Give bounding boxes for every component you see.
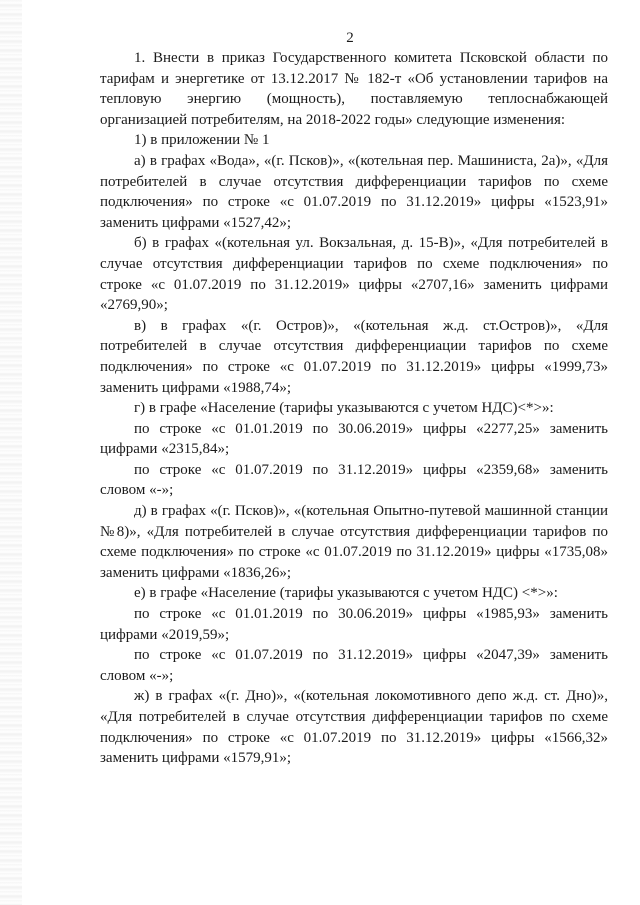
paragraph-item-g-row-1: по строке «с 01.01.2019 по 30.06.2019» цифры «2277,25» заменить цифрами «2315,84»; bbox=[100, 420, 608, 458]
paragraph-item-e-row-2: по строке «с 01.07.2019 по 31.12.2019» цифры «2047,39» заменить словом «-»; bbox=[100, 647, 608, 684]
paragraph-item-g: г) в графе «Население (тарифы указываются с учетом НДС)<*>»: bbox=[134, 400, 554, 417]
document-body bbox=[100, 48, 608, 769]
page-number: 2 bbox=[346, 30, 354, 46]
scan-left-edge bbox=[0, 0, 22, 905]
paragraph-item-d: д) в графах «(г. Псков)», «(котельная Опытно-путевой машинной станции №8)», «Для потребителей в случае отсутствия дифференциации тарифов по схеме подключения» по строке «с 01.07.2019 по 31.12.2019» цифры «1735,08» заменить цифрами «1836,26»; bbox=[100, 503, 608, 581]
paragraph-item-v: в) в графах «(г. Остров)», «(котельная ж.д. ст.Остров)», «Для потребителей в случае отсутствия дифференциации тарифов по схеме подключения» по строке «с 01.07.2019 по 31.12.2019» цифры «1999,73» заменить цифрами «1988,74»; bbox=[100, 317, 608, 396]
paragraph-item-a: а) в графах «Вода», «(г. Псков)», «(котельная пер. Машиниста, 2а)», «Для потребителей в случае отсутствия дифференциации тарифов по схеме подключения» по строке «с 01.07.2019 по 31.12.2019» цифры «1523,91» заменить цифрами «1527,42»; bbox=[100, 152, 608, 231]
paragraph-appendix-1: 1) в приложении № 1 bbox=[134, 132, 270, 149]
paragraph-item-g-row-2: по строке «с 01.07.2019 по 31.12.2019» цифры «2359,68» заменить словом «-»; bbox=[100, 461, 608, 499]
paragraph-item-e: е) в графе «Население (тарифы указываются с учетом НДС) <*>»: bbox=[134, 585, 558, 602]
paragraph-item-b: б) в графах «(котельная ул. Вокзальная, д. 15-В)», «Для потребителей в случае отсутствия дифференциации тарифов по схеме подключения» по строке «с 01.07.2019 по 31.12.2019» цифры «2707,16» заменить цифрами «2769,90»; bbox=[100, 235, 608, 314]
paragraph-item-1-intro: 1. Внести в приказ Государственного комитета Псковской области по тарифам и энергетике от 13.12.2017 № 182-т «Об установлении тарифов на тепловую энергию (мощность), поставляемую теплоснабжающей организацией потребителям, на 2018-2022 годы» следующие изменения: bbox=[100, 50, 608, 128]
paragraph-item-e-row-1: по строке «с 01.01.2019 по 30.06.2019» цифры «1985,93» заменить цифрами «2019,59»; bbox=[100, 606, 608, 643]
paragraph-item-zh: ж) в графах «(г. Дно)», «(котельная локомотивного депо ж.д. ст. Дно)», «Для потребителей в случае отсутствия дифференциации тарифов по схеме подключения» по строке «с 01.07.2019 по 31.12.2019» цифры «1566,32» заменить цифрами «1579,91»; bbox=[100, 688, 608, 767]
